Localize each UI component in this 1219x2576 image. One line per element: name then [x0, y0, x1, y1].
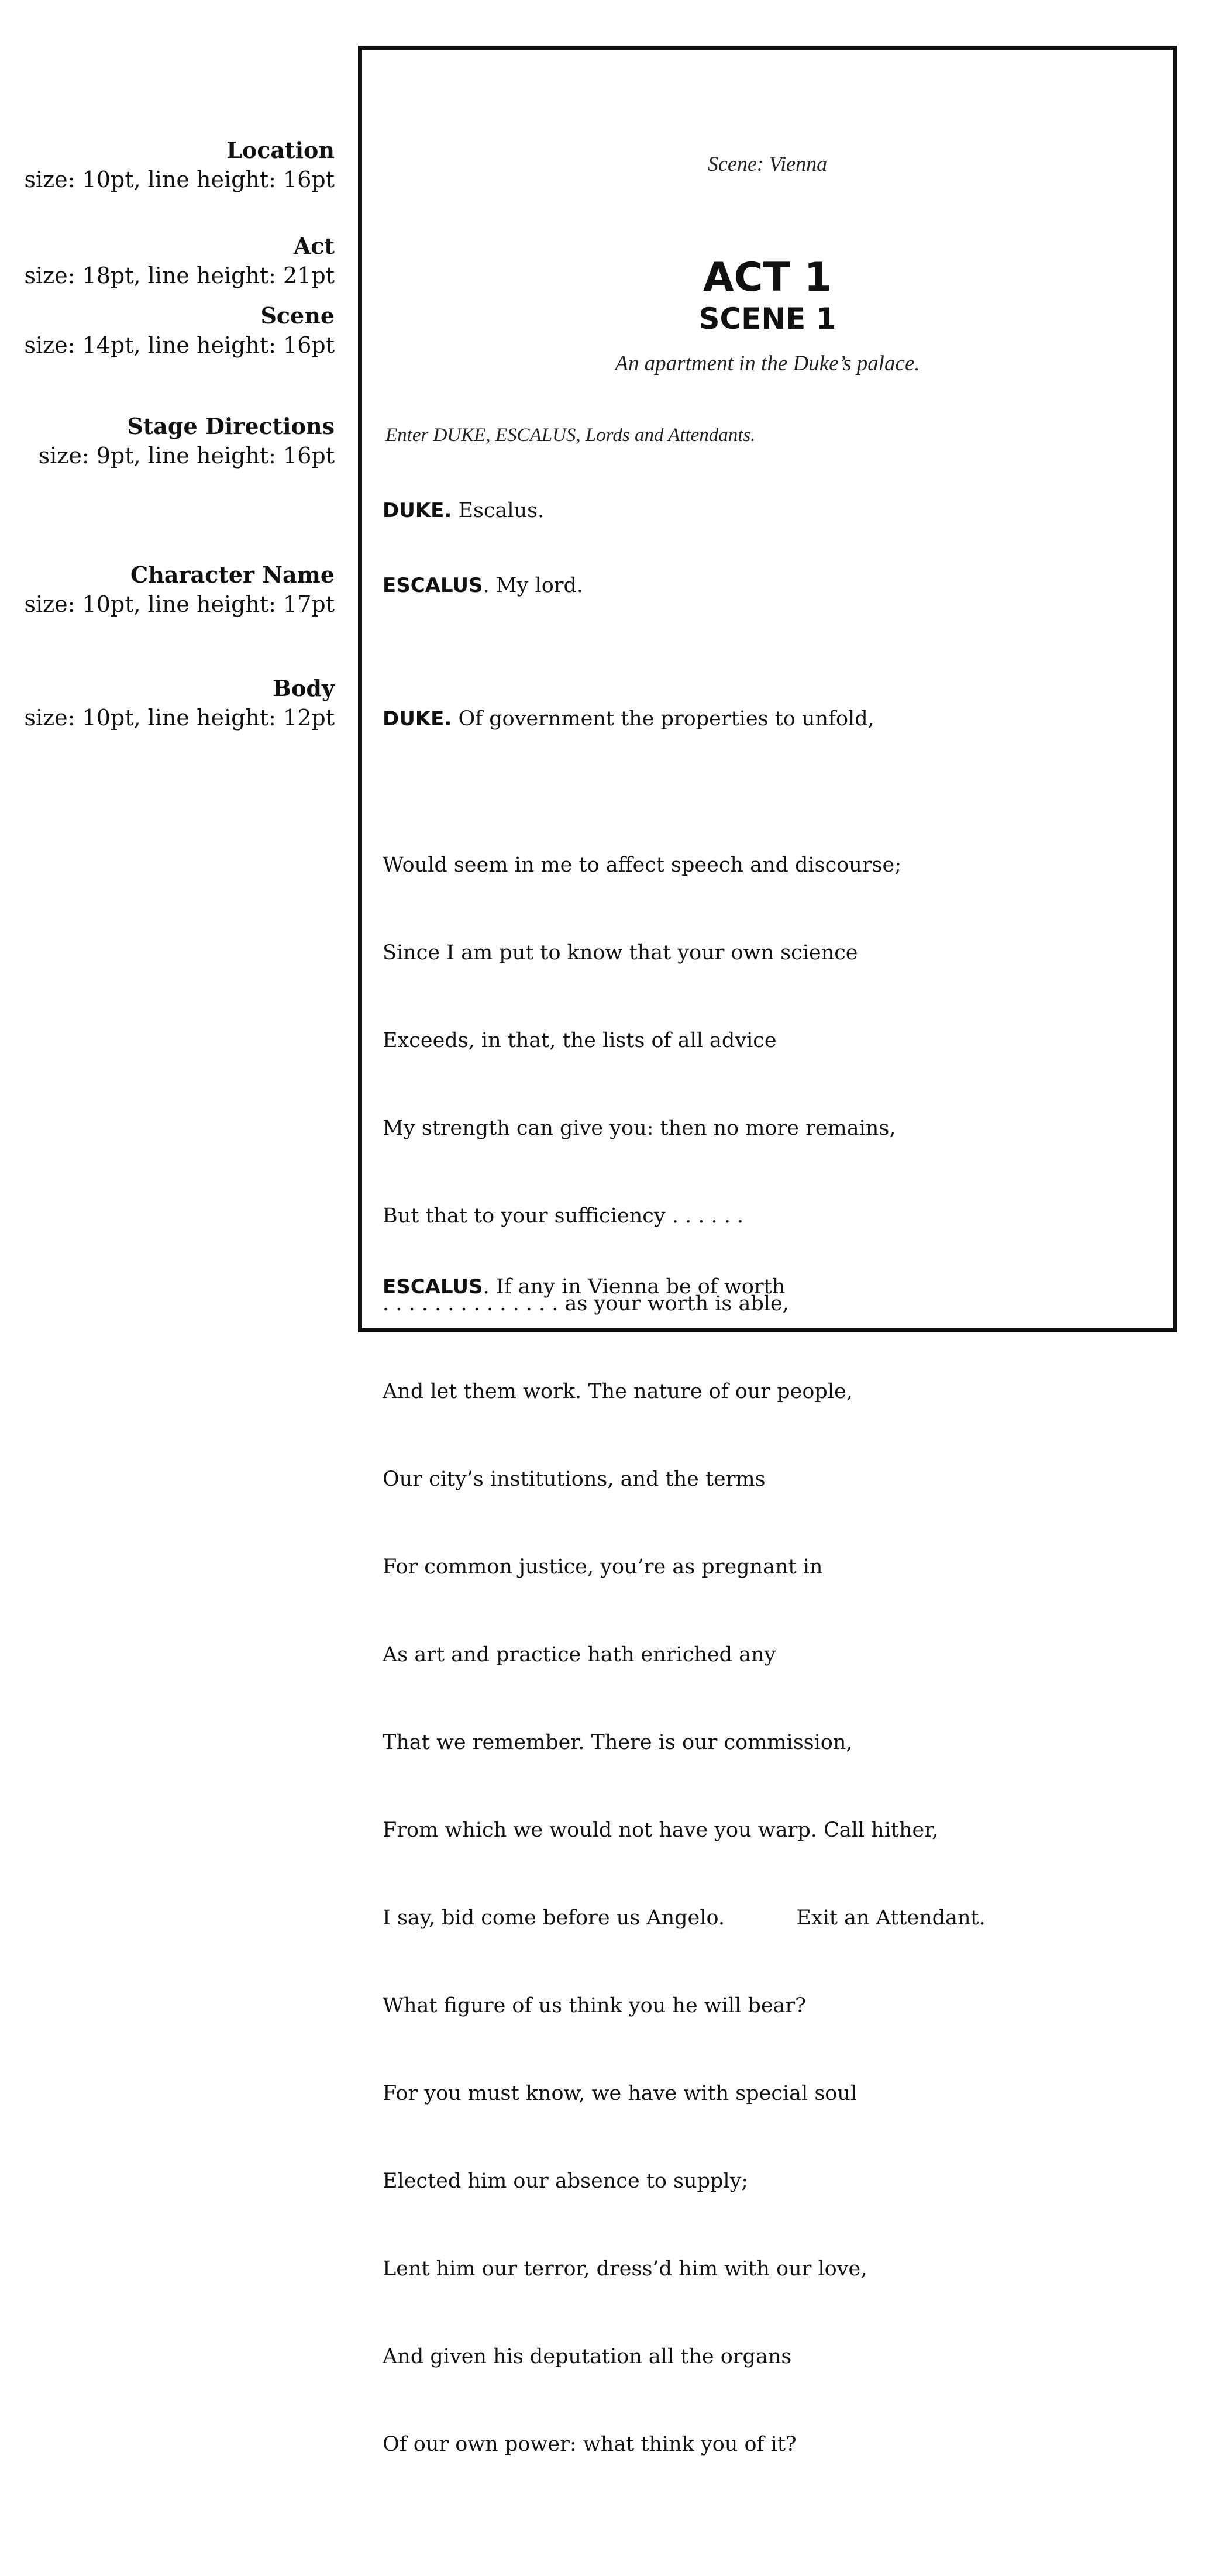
verse-line: Would seem in me to affect speech and discourse;: [383, 853, 901, 877]
verse-line: Lent him our terror, dress’d him with our love,: [383, 2257, 867, 2281]
verse-line: But that to your sufficiency . . . . . .: [383, 1204, 744, 1228]
character-name: ESCALUS: [383, 574, 483, 597]
speech-duke-2: [383, 646, 986, 2576]
annotation-spec: size: 9pt, line height: 16pt: [38, 443, 335, 469]
act-heading: ACT 1: [703, 254, 832, 301]
annotation-body: [7, 674, 335, 732]
verse-line: What figure of us think you he will bear?: [383, 1994, 806, 2017]
speech-duke-1: [383, 496, 544, 525]
speech-escalus-1: [383, 571, 583, 600]
annotation-stage-directions: [7, 412, 335, 470]
verse-line: . . . . . . . . . . . . . . as your worth is able,: [383, 1292, 789, 1315]
scene-heading: SCENE 1: [698, 302, 836, 336]
verse-line: My strength can give you: then no more remains,: [383, 1117, 896, 1140]
speech-text: Of government the properties to unfold,: [452, 707, 874, 731]
verse-line: And let them work. The nature of our people,: [383, 1380, 853, 1403]
annotation-label: Act: [293, 233, 335, 259]
verse-line: Exceeds, in that, the lists of all advice: [383, 1029, 777, 1052]
verse-line: And given his deputation all the organs: [383, 2345, 792, 2368]
stage-direction: Enter DUKE, ESCALUS, Lords and Attendants.: [385, 425, 756, 446]
verse-line: Our city’s institutions, and the terms: [383, 1468, 766, 1491]
verse-line: As art and practice hath enriched any: [383, 1643, 776, 1666]
annotation-scene: [7, 301, 335, 360]
annotation-label: Stage Directions: [127, 413, 335, 439]
verse-line: Elected him our absence to supply;: [383, 2169, 749, 2193]
annotation-act: [7, 232, 335, 290]
character-name: DUKE.: [383, 499, 452, 522]
verse-line: That we remember. There is our commission,: [383, 1731, 853, 1754]
annotation-label: Character Name: [130, 562, 335, 588]
scene-location: Scene: Vienna: [707, 152, 828, 175]
speech-lines: [383, 792, 986, 2518]
verse-line: From which we would not have you warp. Call hither,: [383, 1819, 939, 1842]
verse-line: Of our own power: what think you of it?: [383, 2433, 797, 2456]
annotation-spec: size: 14pt, line height: 16pt: [24, 332, 335, 358]
verse-line: Since I am put to know that your own science: [383, 941, 858, 965]
speech-text: . If any in Vienna be of worth: [483, 1275, 786, 1299]
annotation-label: Body: [272, 675, 335, 701]
annotation-location: [7, 136, 335, 194]
verse-line: For common justice, you’re as pregnant in: [383, 1555, 823, 1579]
annotation-label: Scene: [260, 302, 335, 329]
annotation-spec: size: 10pt, line height: 16pt: [24, 167, 335, 192]
annotation-spec: size: 10pt, line height: 17pt: [24, 591, 335, 617]
character-name: DUKE.: [383, 707, 452, 731]
speech-text: . My lord.: [483, 574, 584, 597]
annotation-character-name: [7, 560, 335, 619]
verse-line: For you must know, we have with special soul: [383, 2082, 858, 2105]
character-name: ESCALUS: [383, 1275, 483, 1299]
scene-setting: An apartment in the Duke’s palace.: [615, 352, 920, 376]
script-page: [358, 46, 1177, 2456]
speech-text: Escalus.: [452, 499, 545, 522]
annotation-label: Location: [226, 137, 335, 163]
annotation-spec: size: 10pt, line height: 12pt: [24, 705, 335, 731]
speech-escalus-2: [383, 1272, 785, 1301]
annotation-spec: size: 18pt, line height: 21pt: [24, 263, 335, 288]
verse-line: I say, bid come before us Angelo. Exit an Attendant.: [383, 1906, 986, 1930]
